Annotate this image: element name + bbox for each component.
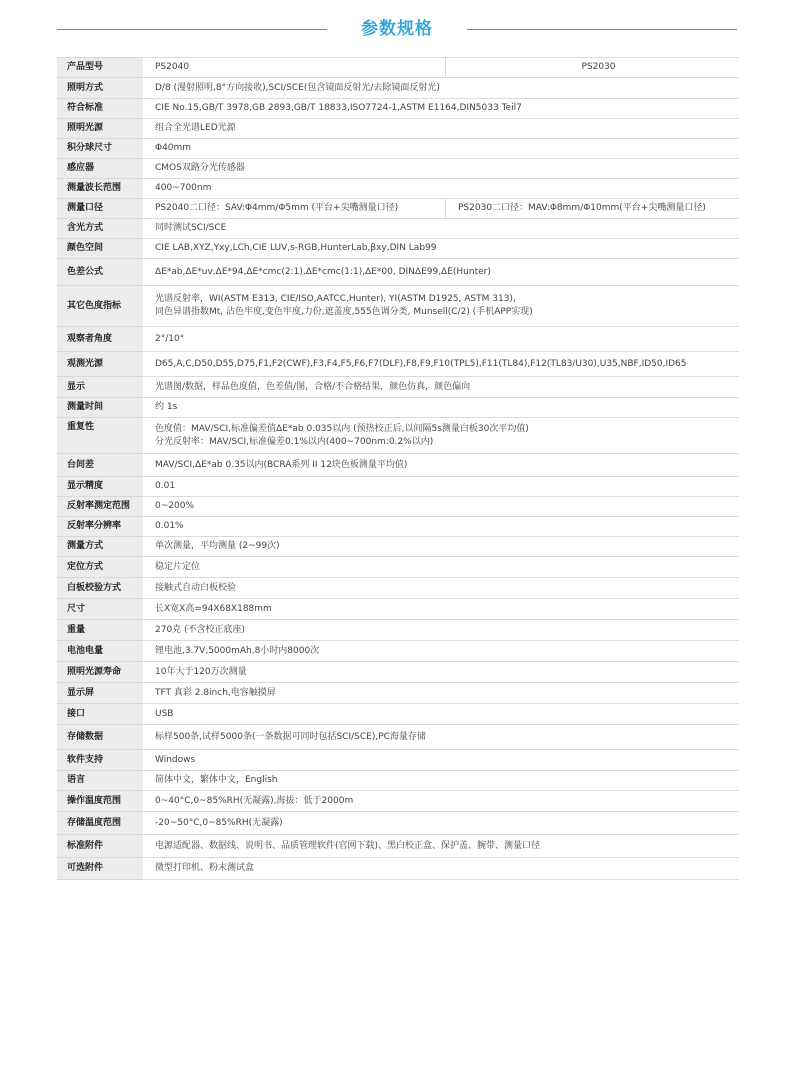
row-value: -20~50°C,0~85%RH(无凝露) [155, 817, 283, 828]
row-value: 简体中文，繁体中文，English [155, 775, 278, 785]
row-label: 尺寸 [57, 599, 143, 619]
row-value: 单次测量，平均测量 (2~99次) [155, 541, 280, 551]
model-ps2040: PS2040 [143, 58, 446, 77]
row-label: 显示精度 [57, 477, 143, 496]
row-value: Φ40mm [155, 143, 192, 153]
row-value-line: 分光反射率：MAV/SCI,标准偏差0.1%以内(400~700nm:0.2%以内) [155, 436, 434, 447]
row-label: 接口 [57, 704, 143, 724]
row-label: 存储温度范围 [57, 812, 143, 834]
row-value: 270克 (不含校正底座) [155, 624, 246, 635]
table-row-repeatability [57, 418, 739, 454]
row-split-values [143, 58, 739, 77]
row-value: 标样500条,试样5000条(一条数据可同时包括SCI/SCE),PC海量存储 [155, 731, 426, 742]
row-value: 微型打印机、粉末测试盒 [155, 863, 255, 873]
table-row-aperture [57, 199, 739, 219]
row-value-line: 光谱反射率，WI(ASTM E313, CIE/ISO,AATCC,Hunter), YI(ASTM D1925, ASTM 313), [155, 294, 516, 304]
row-value: TFT 真彩 2.8inch,电容触摸屏 [155, 687, 276, 698]
table-row [57, 771, 739, 791]
table-row [57, 159, 739, 179]
table-row [57, 477, 739, 497]
row-value: 组合全光谱LED光源 [155, 123, 236, 133]
table-row [57, 377, 739, 398]
row-label: 积分球尺寸 [57, 139, 143, 158]
row-label: 感应器 [57, 159, 143, 178]
row-split-values [143, 199, 739, 218]
page-header [57, 16, 737, 42]
row-label: 重复性 [57, 418, 143, 453]
table-row [57, 578, 739, 599]
row-label: 软件支持 [57, 750, 143, 770]
row-value: CIE LAB,XYZ,Yxy,LCh,CIE LUV,s-RGB,HunterLab,βxy,DIN Lab99 [155, 243, 437, 253]
row-value: 接触式自动白板校验 [155, 582, 237, 593]
table-row [57, 683, 739, 704]
row-value: CMOS双路分光传感器 [155, 163, 245, 173]
model-ps2030: PS2030 [581, 62, 616, 72]
row-value: 电源适配器、数据线、说明书、品质管理软件(官网下载)、黑白校正盒、保护盖、腕带、测量口径 [155, 840, 541, 851]
table-row [57, 219, 739, 239]
row-value: D65,A,C,D50,D55,D75,F1,F2(CWF),F3,F4,F5,F6,F7(DLF),F8,F9,F10(TPL5),F11(TL84),F12(TL83/U30),U35,NBF,ID50,ID65 [155, 358, 687, 369]
row-value [143, 286, 739, 326]
row-value: 稳定片定位 [155, 561, 201, 572]
row-label: 符合标准 [57, 99, 143, 118]
table-row [57, 454, 739, 477]
row-value: 10年大于120万次测量 [155, 666, 247, 677]
table-row [57, 352, 739, 377]
row-label: 白板校验方式 [57, 578, 143, 598]
row-label: 观察者角度 [57, 327, 143, 351]
row-value: 约 1s [155, 402, 178, 412]
row-label: 照明光源寿命 [57, 662, 143, 682]
row-value: USB [155, 708, 174, 719]
spec-table [57, 57, 739, 880]
row-value: 0.01 [155, 481, 176, 491]
row-value: 光谱图/数据，样品色度值，色差值/图，合格/不合格结果，颜色仿真，颜色偏向 [155, 381, 471, 392]
row-value [143, 418, 739, 453]
table-row [57, 641, 739, 662]
row-value-line: 色度值：MAV/SCI,标准偏差值ΔE*ab 0.035以内 (预热校正后,以间隔5s测量白板30次平均值) [155, 423, 529, 434]
table-row [57, 750, 739, 771]
row-value: 同时测试SCI/SCE [155, 223, 227, 233]
row-label: 操作温度范围 [57, 791, 143, 811]
row-value-line: 同色异谱指数Mt, 沾色牢度,变色牢度,力份,遮盖度,555色调分类, Munsell(C/2) (手机APP实现) [155, 307, 533, 317]
table-row [57, 620, 739, 641]
table-row [57, 99, 739, 119]
row-label: 产品型号 [57, 58, 143, 77]
table-row-other-indices [57, 286, 739, 327]
row-label: 重量 [57, 620, 143, 640]
row-label: 反射率测定范围 [57, 497, 143, 516]
aperture-ps2040: PS2040二口径：SAV:Φ4mm/Φ5mm (平台+尖嘴测量口径) [143, 199, 446, 218]
table-row [57, 599, 739, 620]
table-row [57, 78, 739, 99]
row-label: 色差公式 [57, 259, 143, 285]
table-row-model [57, 57, 739, 78]
table-row [57, 704, 739, 725]
table-row [57, 537, 739, 557]
row-value: MAV/SCI,ΔE*ab 0.35以内(BCRA系列 II 12块色板测量平均值) [155, 459, 408, 470]
row-label: 可选附件 [57, 858, 143, 879]
table-row [57, 239, 739, 259]
row-label: 其它色度指标 [57, 286, 143, 326]
table-row [57, 327, 739, 352]
row-label: 照明光源 [57, 119, 143, 138]
row-label: 定位方式 [57, 557, 143, 577]
row-label: 电池电量 [57, 641, 143, 661]
table-row [57, 497, 739, 517]
row-label: 标准附件 [57, 835, 143, 857]
row-label: 测量方式 [57, 537, 143, 556]
table-row [57, 812, 739, 835]
table-row [57, 119, 739, 139]
row-value: ΔE*ab,ΔE*uv,ΔE*94,ΔE*cmc(2:1),ΔE*cmc(1:1),ΔE*00, DINΔE99,ΔE(Hunter) [155, 266, 491, 277]
title-divider-right [467, 29, 737, 30]
aperture-ps2030: PS2030二口径：MAV:Φ8mm/Φ10mm(平台+尖嘴测量口径) [458, 203, 706, 213]
row-value: 0~40°C,0~85%RH(无凝露),海拔：低于2000m [155, 795, 354, 806]
row-label: 显示屏 [57, 683, 143, 703]
row-label: 显示 [57, 377, 143, 397]
row-value: 400~700nm [155, 183, 212, 193]
row-label: 测量口径 [57, 199, 143, 218]
row-label: 存储数据 [57, 725, 143, 749]
row-label: 反射率分辨率 [57, 517, 143, 536]
row-value: Windows [155, 754, 196, 765]
table-row [57, 791, 739, 812]
table-row [57, 557, 739, 578]
table-row [57, 139, 739, 159]
row-label: 观测光源 [57, 352, 143, 376]
row-value: 0.01% [155, 521, 184, 531]
row-value: 长X宽X高=94X68X188mm [155, 603, 272, 614]
table-row [57, 662, 739, 683]
table-row [57, 517, 739, 537]
row-value: CIE No.15,GB/T 3978,GB 2893,GB/T 18833,ISO7724-1,ASTM E1164,DIN5033 Teil7 [155, 103, 522, 113]
row-label: 测量波长范围 [57, 179, 143, 198]
row-label: 颜色空间 [57, 239, 143, 258]
table-row [57, 835, 739, 858]
row-label: 语言 [57, 771, 143, 790]
row-label: 含光方式 [57, 219, 143, 238]
row-value: 0~200% [155, 501, 194, 511]
row-value: D/8 (漫射照明,8°方向接收),SCI/SCE(包含镜面反射光/去除镜面反射光) [155, 82, 440, 93]
row-value: 锂电池,3.7V,5000mAh,8小时内8000次 [155, 645, 320, 656]
row-label: 台间差 [57, 454, 143, 476]
table-row [57, 398, 739, 418]
page-title: 参数规格 [361, 19, 433, 39]
table-row [57, 259, 739, 286]
table-row [57, 858, 739, 880]
table-row [57, 179, 739, 199]
row-value: 2°/10° [155, 333, 185, 344]
row-label: 测量时间 [57, 398, 143, 417]
table-row [57, 725, 739, 750]
row-label: 照明方式 [57, 78, 143, 98]
